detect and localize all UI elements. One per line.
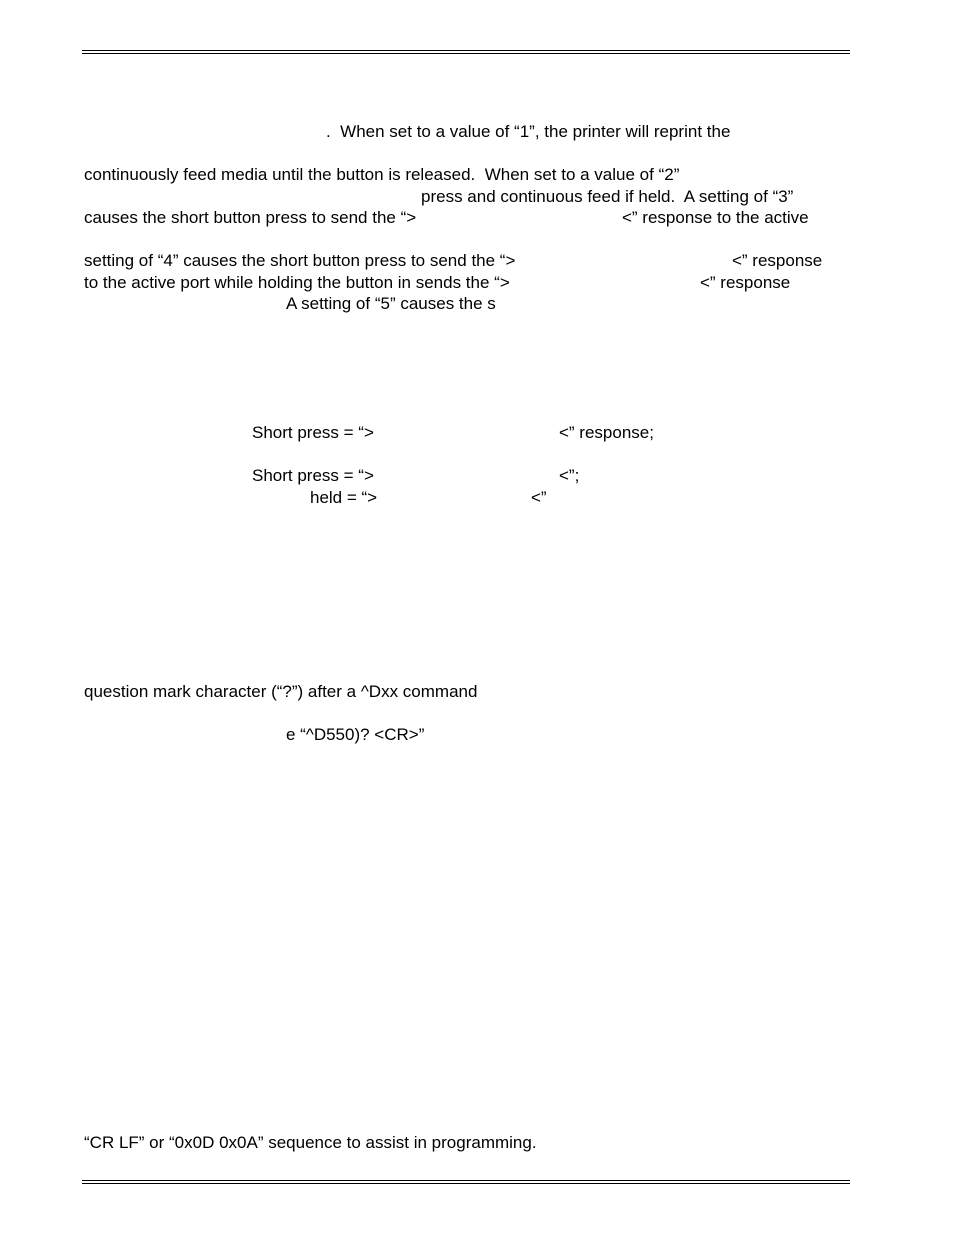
text-line: question mark character (“?”) after a ^Dxx command <box>84 682 478 701</box>
text-line: continuously feed media until the button is released. When set to a value of “2” <box>84 165 680 184</box>
text-line: causes the short button press to send the “> <box>84 208 417 227</box>
text-line: <” response; <box>559 423 654 442</box>
text-line: e “^D550)? <CR>” <box>286 725 425 744</box>
text-line: setting of “4” causes the short button press to send the “> <box>84 251 516 270</box>
text-line: <” response <box>700 273 791 292</box>
text-line: to the active port while holding the button in sends the “> <box>84 273 510 292</box>
text-line: <” response <box>732 251 823 270</box>
text-line: “CR LF” or “0x0D 0x0A” sequence to assist in programming. <box>84 1133 537 1152</box>
text-line: press and continuous feed if held. A setting of “3” <box>421 187 794 206</box>
text-line: <” response to the active <box>622 208 809 227</box>
text-line: Short press = “> <box>252 423 374 442</box>
text-line: A setting of “5” causes the s <box>286 294 496 313</box>
footer-rule <box>82 1180 850 1184</box>
text-line: held = “> <box>310 488 378 507</box>
header-rule <box>82 50 850 54</box>
text-line: . When set to a value of “1”, the printer will reprint the <box>326 122 731 141</box>
text-line: <”; <box>559 466 580 485</box>
text-line: Short press = “> <box>252 466 374 485</box>
text-line: <” <box>531 488 547 507</box>
